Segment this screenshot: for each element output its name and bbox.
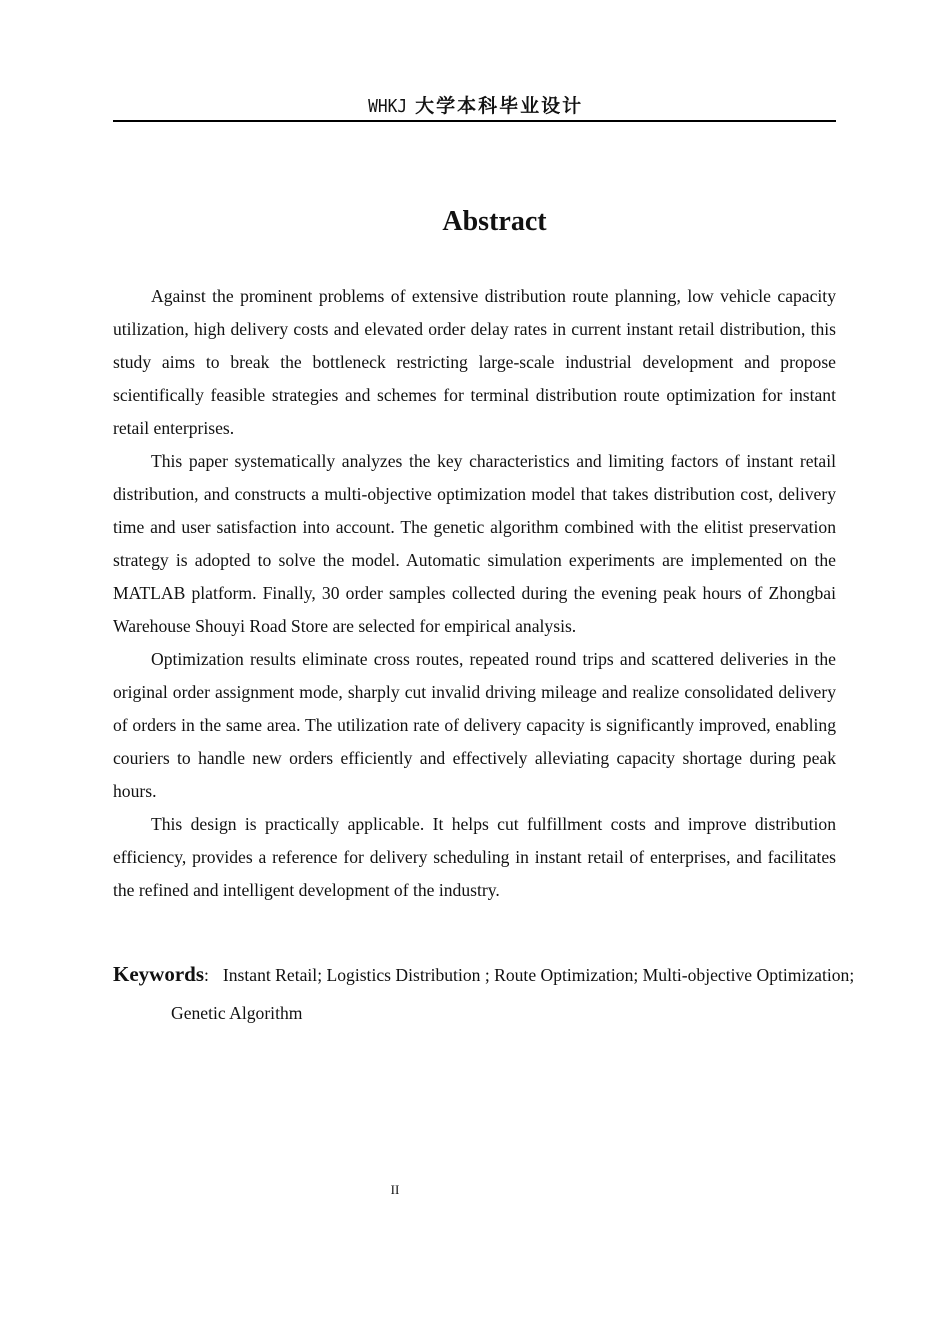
keywords-colon: : <box>204 965 209 985</box>
keywords-text: Instant Retail; Logistics Distribution ; Route Optimization; Multi-objective Optimization; Genetic Algorithm <box>171 965 855 1023</box>
keywords-label: Keywords <box>113 962 204 986</box>
header-latin: WHKJ <box>367 96 408 117</box>
abstract-body <box>113 280 836 907</box>
paragraph-4: This design is practically applicable. It helps cut fulfillment costs and improve distribution efficiency, provides a reference for delivery scheduling in instant retail of enterprises, and facilitates the refined and intelligent development of the industry. <box>113 814 836 900</box>
paragraph-2: This paper systematically analyzes the key characteristics and limiting factors of instant retail distribution, and constructs a multi-objective optimization model that takes distribution cost, delivery time and user satisfaction into account. The genetic algorithm combined with the elitist preservation strategy is adopted to solve the model. Automatic simulation experiments are implemented on the MATLAB platform. Finally, 30 order samples collected during the evening peak hours of Zhongbai Warehouse Shouyi Road Store are selected for empirical analysis. <box>113 451 836 636</box>
paragraph-3: Optimization results eliminate cross routes, repeated round trips and scattered deliveries in the original order assignment mode, sharply cut invalid driving mileage and realize consolidated delivery of orders in the same area. The utilization rate of delivery capacity is significantly improved, enabling couriers to handle new orders efficiently and effectively alleviating capacity shortage during peak hours. <box>113 649 836 801</box>
keywords <box>113 955 894 1032</box>
page-header <box>113 94 836 122</box>
page-number: II <box>390 1182 400 1197</box>
abstract-title: Abstract <box>442 206 547 237</box>
paragraph-1: Against the prominent problems of extensive distribution route planning, low vehicle capacity utilization, high delivery costs and elevated order delay rates in current instant retail distribution, this study aims to break the bottleneck restricting large-scale industrial development and propose scientifically feasible strategies and schemes for terminal distribution route optimization for instant retail enterprises. <box>113 286 836 438</box>
header-cjk: 大学本科毕业设计 <box>415 95 584 117</box>
